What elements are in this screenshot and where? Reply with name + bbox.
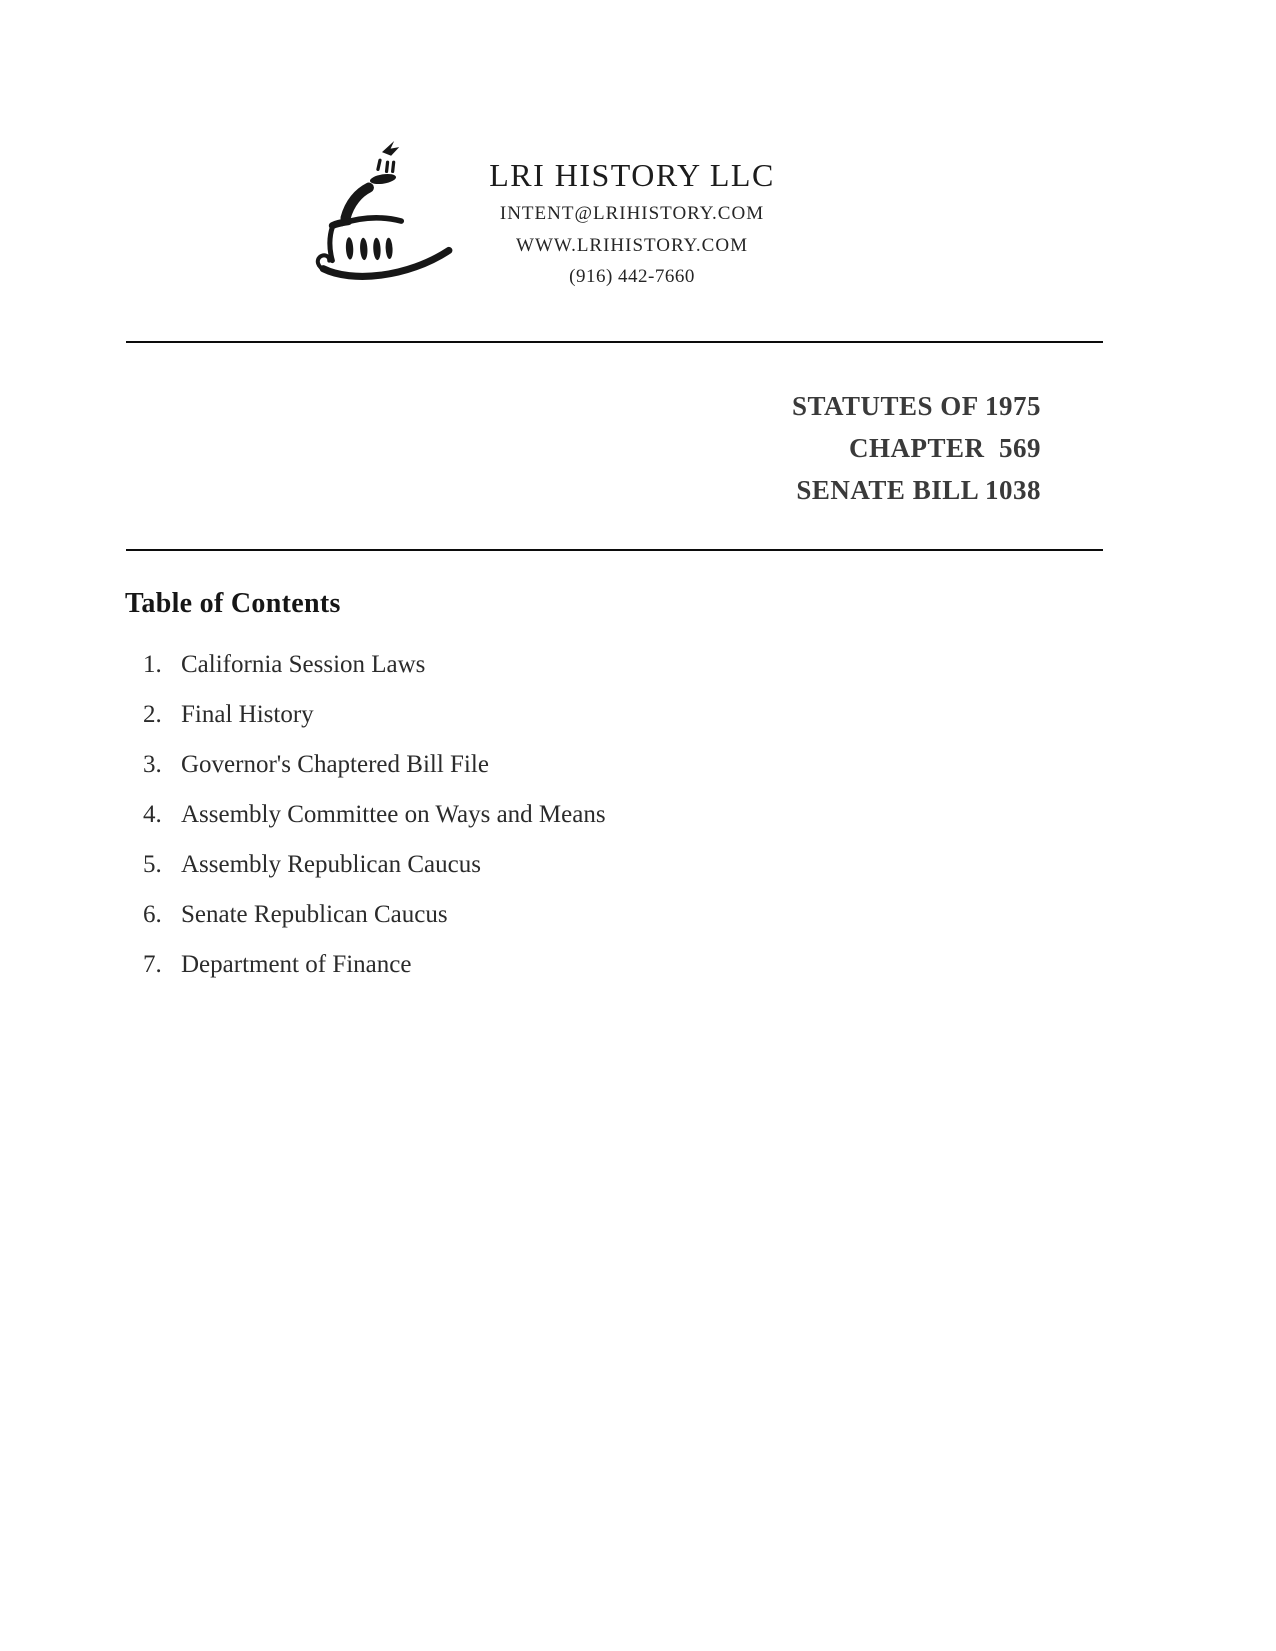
toc-item-label: Assembly Committee on Ways and Means [181,801,606,828]
chapter-line: CHAPTER 569 [848,433,1041,463]
toc-item-governors-chaptered-bill-file [143,751,606,778]
toc-item-number: 2. [143,701,162,728]
toc-list [143,651,606,1001]
toc-item-label: Final History [181,701,314,728]
toc-item-label: Department of Finance [181,951,412,978]
toc-item-number: 3. [143,751,162,778]
statutes-year-line: STATUTES OF 1975 [791,391,1041,421]
toc-item-number: 4. [143,801,162,828]
toc-item-number: 1. [143,651,162,678]
toc-item-department-of-finance [143,951,606,978]
senate-bill-line: SENATE BILL 1038 [796,475,1041,505]
toc-item-final-history [143,701,606,728]
divider-bottom [126,549,1103,551]
company-name: LRI HISTORY LLC [489,157,775,193]
contact-block [0,157,1264,288]
toc-item-number: 6. [143,901,162,928]
company-phone: (916) 442-7660 [569,266,695,287]
toc-item-number: 5. [143,851,162,878]
toc-heading: Table of Contents [125,588,341,619]
toc-item-label: Senate Republican Caucus [181,901,448,928]
divider-top [126,341,1103,343]
company-website: WWW.LRIHISTORY.COM [516,235,748,256]
statute-title-block [792,385,1041,511]
toc-item-california-session-laws [143,651,606,678]
toc-item-label: California Session Laws [181,651,426,678]
toc-item-senate-republican-caucus [143,901,606,928]
toc-item-label: Assembly Republican Caucus [181,851,481,878]
flag-icon [382,141,399,156]
toc-item-number: 7. [143,951,162,978]
toc-item-assembly-ways-and-means [143,801,606,828]
toc-item-assembly-republican-caucus [143,851,606,878]
company-email: INTENT@LRIHISTORY.COM [499,203,765,224]
toc-item-label: Governor's Chaptered Bill File [181,751,489,778]
